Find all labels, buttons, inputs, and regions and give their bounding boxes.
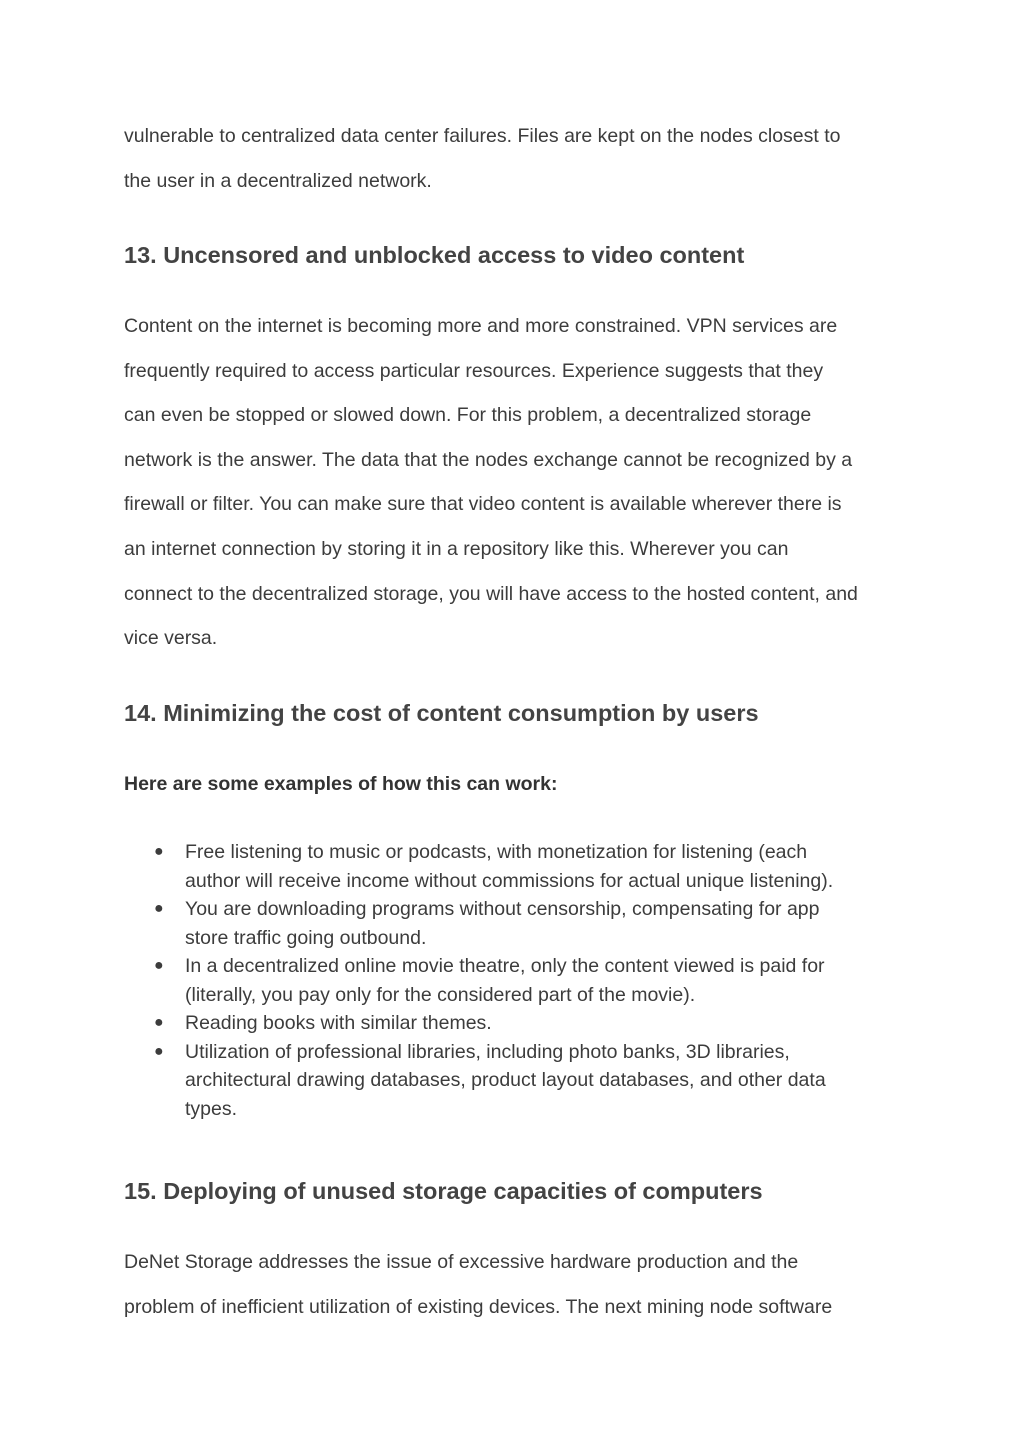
list-item-line: store traffic going outbound. (185, 926, 427, 949)
text-line: vulnerable to centralized data center failures. Files are kept on the nodes closest to (124, 125, 841, 147)
text-line: Content on the internet is becoming more and more constrained. VPN services are (124, 315, 838, 337)
text-line: an internet connection by storing it in a repository like this. Wherever you can (124, 537, 789, 560)
list-item (124, 838, 914, 895)
text-line: connect to the decentralized storage, you will have access to the hosted content, and (124, 582, 858, 605)
section-13-paragraph (124, 304, 914, 661)
list-item-line: Utilization of professional libraries, including photo banks, 3D libraries, (185, 1040, 790, 1063)
text-line: firewall or filter. You can make sure that video content is available wherever there is (124, 493, 842, 516)
list-item (124, 895, 914, 952)
list-item (124, 1038, 914, 1124)
list-item-line: author will receive income without commissions for actual unique listening). (185, 869, 834, 892)
section-13-heading: 13. Uncensored and unblocked access to video content (124, 242, 745, 268)
bullet-icon: ● (154, 957, 164, 974)
list-item-line: Free listening to music or podcasts, with monetization for listening (each (185, 841, 808, 863)
intro-paragraph (124, 114, 914, 203)
text-line: the user in a decentralized network. (124, 169, 432, 192)
list-item-line: In a decentralized online movie theatre, only the content viewed is paid for (185, 955, 825, 977)
bullet-icon: ● (154, 1042, 164, 1060)
bullet-icon: ● (154, 900, 164, 917)
list-item-line: types. (185, 1097, 238, 1120)
list-item-line: (literally, you pay only for the considered part of the movie). (185, 983, 696, 1006)
section-14-lead: Here are some examples of how this can work: (124, 773, 558, 795)
text-line: problem of inefficient utilization of existing devices. The next mining node software (124, 1295, 833, 1318)
list-item (124, 952, 914, 1009)
examples-list (124, 838, 914, 1123)
bullet-icon: ● (154, 1014, 164, 1031)
text-line: frequently required to access particular resources. Experience suggests that they (124, 359, 824, 382)
text-line: network is the answer. The data that the nodes exchange cannot be recognized by a (124, 448, 853, 471)
text-line: vice versa. (124, 627, 218, 650)
bullet-icon: ● (154, 843, 164, 860)
text-line: DeNet Storage addresses the issue of excessive hardware production and the (124, 1251, 799, 1273)
section-14-heading: 14. Minimizing the cost of content consumption by users (124, 700, 759, 726)
section-15-heading: 15. Deploying of unused storage capacities of computers (124, 1178, 763, 1204)
section-15-paragraph (124, 1240, 914, 1329)
list-item-line: You are downloading programs without censorship, compensating for app (185, 898, 820, 920)
list-item-line: architectural drawing databases, product layout databases, and other data (185, 1069, 826, 1091)
list-item (124, 1009, 914, 1038)
list-item-line: Reading books with similar themes. (185, 1012, 492, 1034)
text-line: can even be stopped or slowed down. For this problem, a decentralized storage (124, 404, 812, 427)
